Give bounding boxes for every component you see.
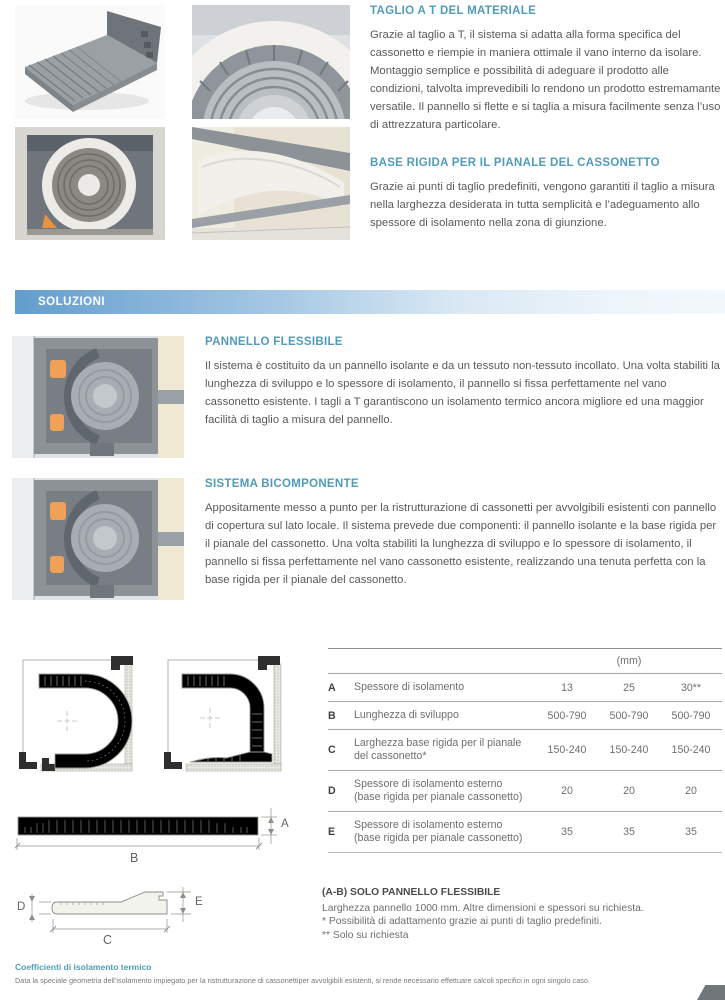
row-label: Spessore di isolamento esterno: [354, 778, 503, 790]
photo-rolled-panel-box: [15, 127, 165, 240]
row-value: 150-240: [547, 744, 587, 756]
flexible-panel-render: [15, 5, 165, 119]
note-line: * Possibilità di adattamento grazie ai punti di taglio predefiniti.: [322, 916, 602, 927]
notes-title: (A-B) SOLO PANNELLO FLESSIBILE: [322, 887, 501, 898]
note-line: ** Solo su richiesta: [322, 929, 409, 941]
solution-1: [205, 336, 722, 429]
row-label: Lunghezza di sviluppo: [354, 709, 459, 721]
feature-title-1: TAGLIO A T DEL MATERIALE: [370, 5, 537, 17]
dim-label-e: E: [195, 896, 203, 908]
table-unit-header: (mm): [616, 655, 642, 667]
table-row: [328, 811, 722, 853]
drawing-cross-section-flexible: [15, 648, 143, 786]
row-value: 500-790: [609, 709, 649, 722]
solution-2-title: SISTEMA BICOMPONENTE: [205, 478, 359, 490]
dim-label-d: D: [17, 901, 26, 913]
row-label-2: del cassonetto*: [354, 750, 427, 762]
table-row: [328, 770, 722, 811]
row-value: 30**: [680, 681, 702, 694]
row-value: 20: [561, 785, 573, 797]
row-label-2: (base rigida per pianale cassonetto): [354, 832, 523, 844]
row-label: Larghezza base rigida per il pianale: [354, 737, 522, 749]
page-corner-mark: [697, 985, 725, 1000]
feature-body-2: Grazie ai punti di taglio predefiniti, vengono garantiti il taglio a misura nella larghezza desiderata in tutta semplicità e l’adeguamento allo spessore di isolamento nella zona di giunzione.: [370, 181, 715, 229]
rolled-panel-render: [15, 127, 165, 240]
row-label-2: (base rigida per pianale cassonetto): [354, 791, 523, 803]
curved-insulation-render: [192, 5, 350, 119]
row-value: 20: [623, 785, 635, 797]
row-value: 150-240: [609, 744, 649, 756]
pannello-flessibile-render: [12, 336, 184, 458]
drawing-base-cde: [15, 885, 225, 951]
photo-curved-insulation: [192, 5, 350, 119]
row-key: D: [328, 785, 336, 797]
row-value: 500-790: [547, 709, 587, 722]
feature-column: [370, 5, 722, 232]
feature-body-1: Grazie al taglio a T, il sistema si adatta alla forma specifica del cassonetto e riempie in maniera ottimale il vano interno da isolare. Montaggio semplice e possibilità di adeguare il prodotto alle condizioni, talvolta imprevedibili lo rendono un prodotto estremamante versatile. Il pannello si flette e si taglia a misura facilmente senza l’uso di attrezzatura particolare.: [370, 29, 721, 131]
row-label: Spessore di isolamento esterno: [354, 819, 503, 831]
dim-label-a: A: [281, 818, 289, 830]
footer-title: Coefficienti di isolamento termico: [15, 962, 152, 972]
table-row: [328, 701, 722, 729]
photo-panel-in-box: [192, 127, 350, 240]
row-value: 35: [561, 826, 573, 838]
sistema-bicomponente-render: [12, 478, 184, 600]
soluzioni-banner-label: SOLUZIONI: [38, 296, 106, 308]
table-row: [328, 673, 722, 701]
soluzioni-banner: [15, 290, 725, 314]
row-key: B: [328, 709, 336, 722]
row-key: E: [328, 826, 336, 838]
drawing-cross-section-bicomponent: [160, 648, 292, 786]
photo-pannello-flessibile: [12, 336, 184, 458]
solution-1-title: PANNELLO FLESSIBILE: [205, 336, 343, 348]
dim-label-c: C: [103, 933, 113, 947]
table-notes: [322, 886, 722, 942]
dim-label-b: B: [130, 851, 139, 865]
note-line: Larghezza pannello 1000 mm. Altre dimensioni e spessori su richiesta.: [322, 902, 644, 914]
solution-2-body: Appositamente messo a punto per la ristrutturazione di cassonetti per avvolgibili esistenti con pannello di copertura sul lato locale. Il sistema prevede due componenti: il pannello isolante e la base rigida per il pianale del cassonetto. Una volta stabiliti la lunghezza di sviluppo e lo spessore di isolamento, il pannello si fissa perfettamente nel vano cassonetto esistente, realizzando una tenuta perfetta con la base rigida per il pianale del cassonetto.: [205, 502, 717, 586]
row-value: 20: [685, 785, 697, 797]
row-value: 13: [561, 681, 573, 694]
footer-body: Data la speciale geometria dell’isolamento impiegato per la ristrutturazione di cassonettiper avvolgibili esistenti, si rende necessario effettuare calcoli specifici in ogni singolo caso.: [15, 976, 591, 985]
row-value: 25: [623, 681, 635, 694]
row-label: Spessore di isolamento: [354, 681, 465, 693]
row-value: 35: [623, 826, 635, 838]
panel-in-box-render: [192, 127, 350, 240]
table-row: [328, 729, 722, 770]
solution-2: [205, 478, 722, 589]
row-value: 35: [685, 826, 697, 838]
table-header-row: [328, 648, 722, 673]
row-key: A: [328, 681, 336, 694]
row-value: 500-790: [671, 709, 711, 722]
row-key: C: [328, 744, 336, 756]
feature-title-2: BASE RIGIDA PER IL PIANALE DEL CASSONETTO: [370, 157, 660, 169]
spec-table: [328, 648, 722, 853]
photo-sistema-bicomponente: [12, 478, 184, 600]
photo-flexible-panel: [15, 5, 165, 119]
solution-1-body: Il sistema è costituito da un pannello isolante e da un tessuto non-tessuto incollato. Una volta stabiliti la lunghezza di sviluppo e lo spessore di isolamento, il pannello si fissa perfettamente nel vano cassonetto esistente. I tagli a T garantiscono un isolamento termico ancora migliore ed una maggior facilità di taglio a misura del pannello.: [205, 360, 720, 426]
drawing-panel-ab: [15, 805, 305, 871]
row-value: 150-240: [671, 744, 711, 756]
